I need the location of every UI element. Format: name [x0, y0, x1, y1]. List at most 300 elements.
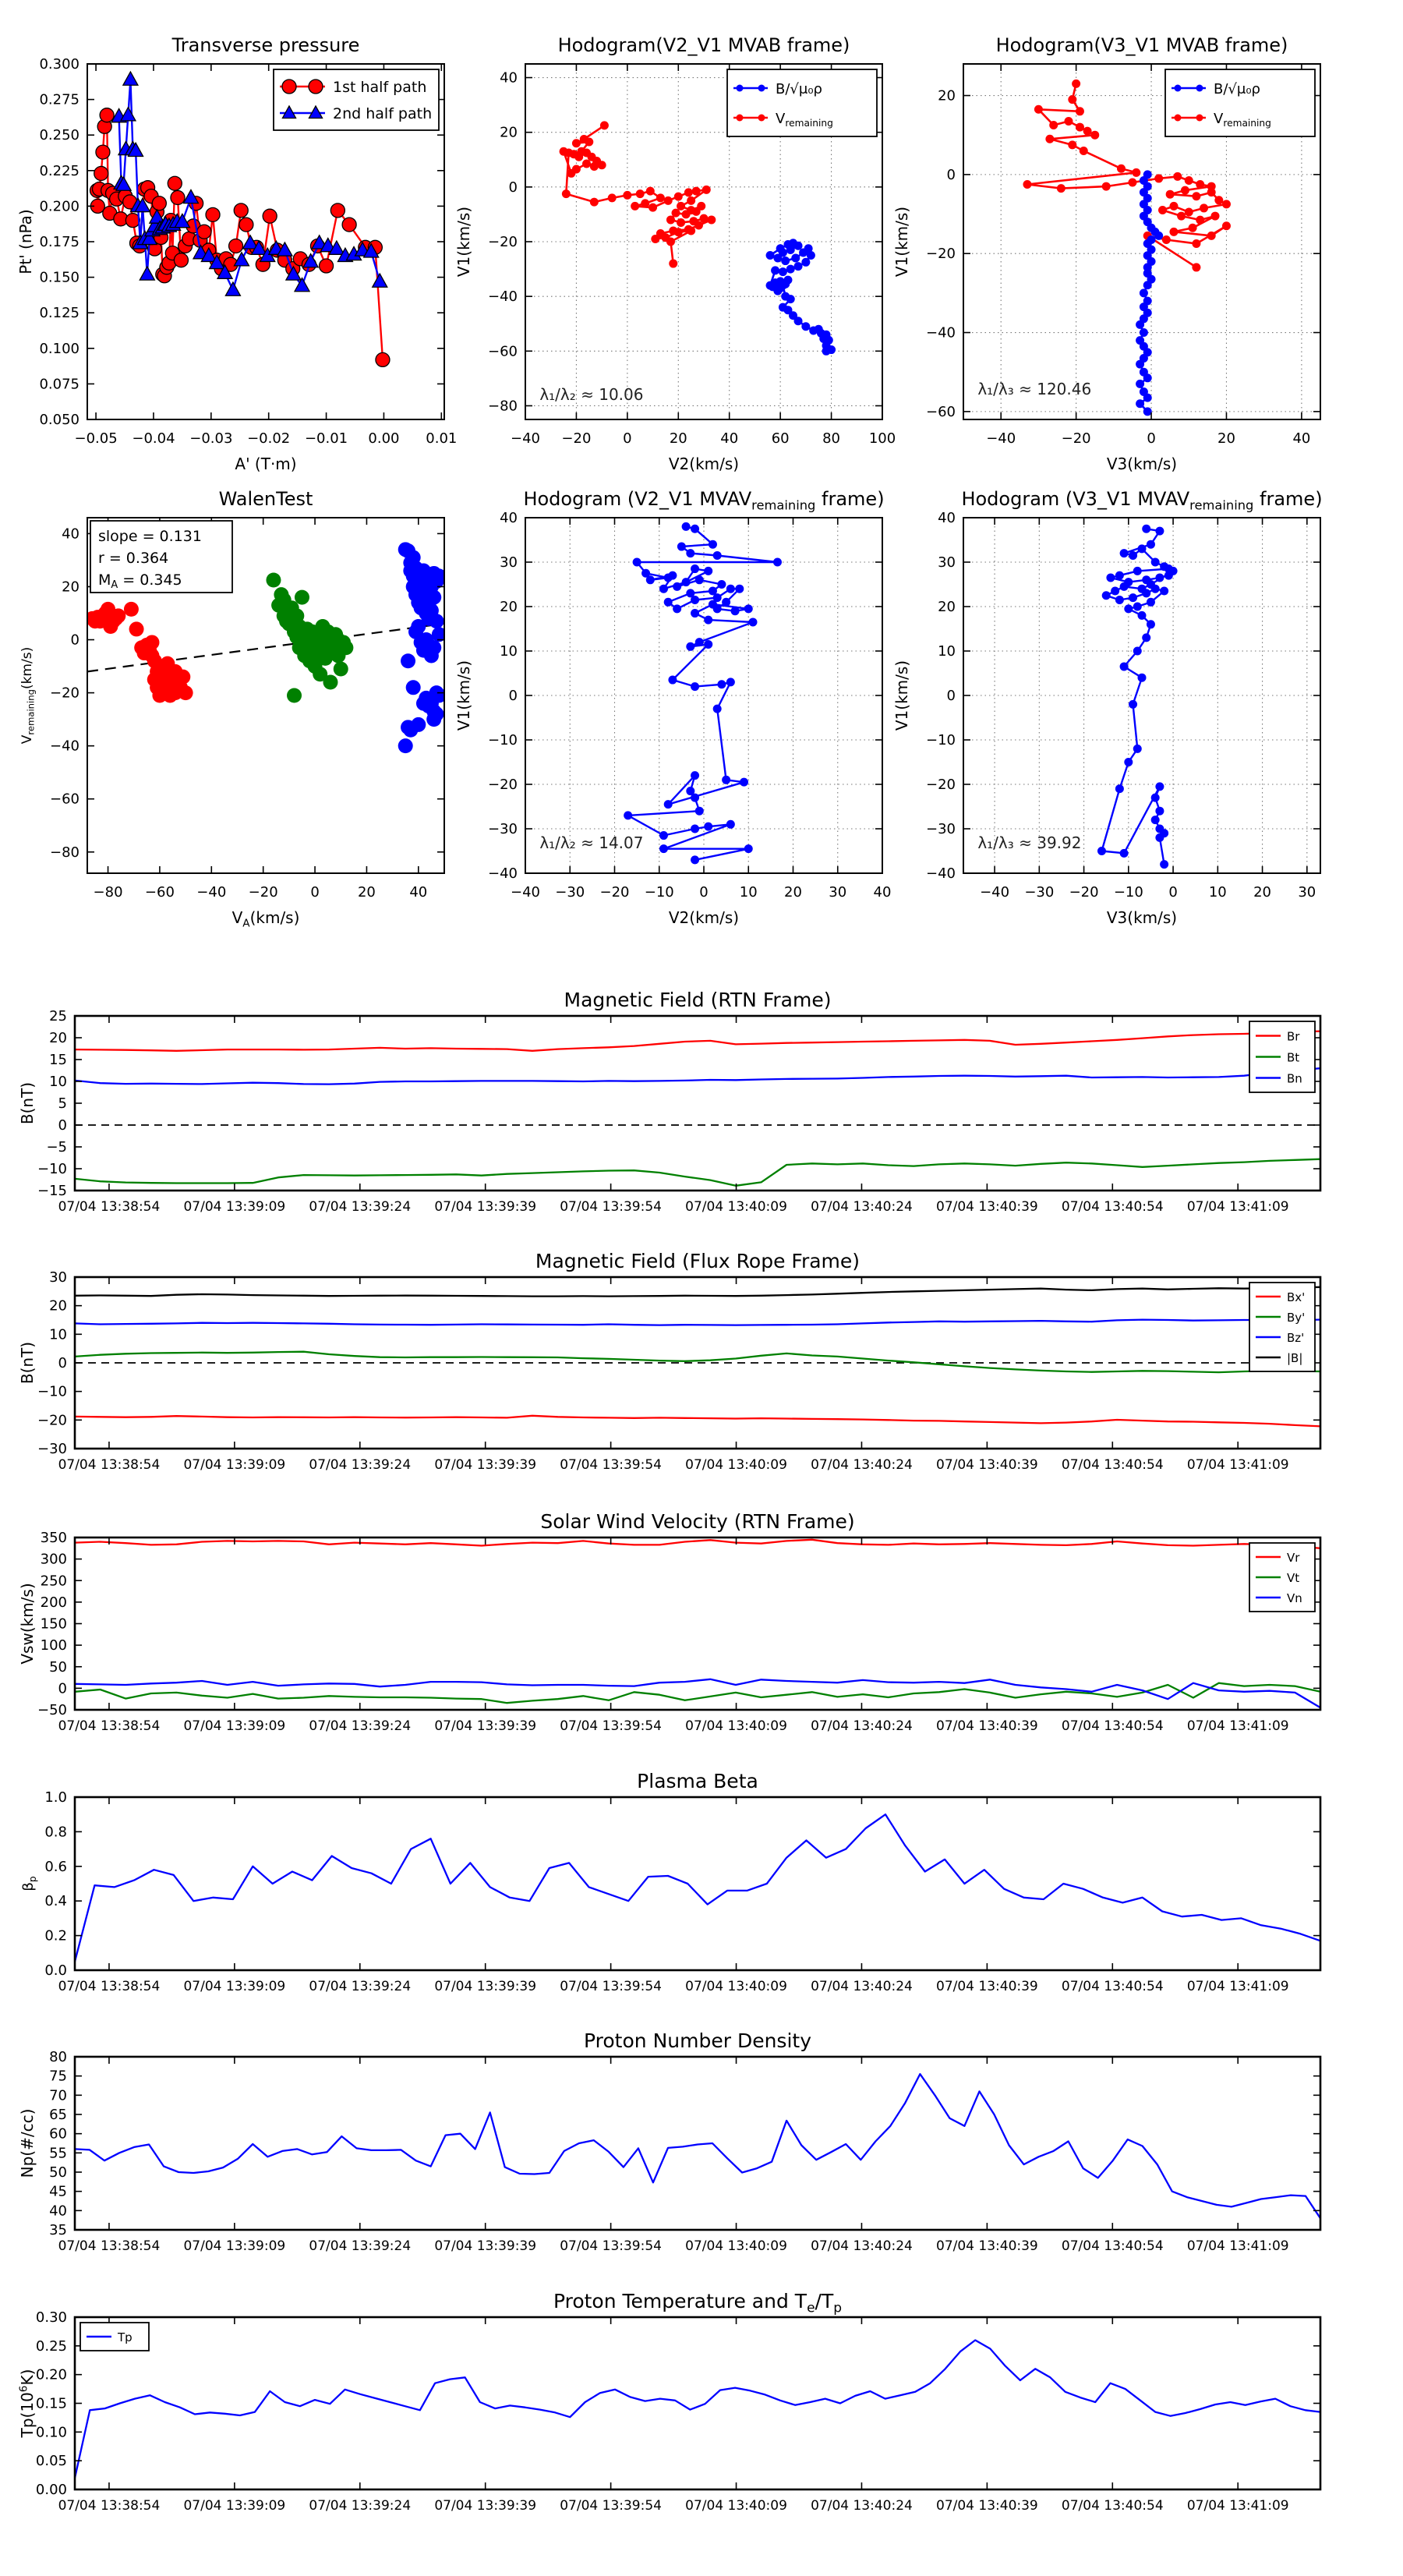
chart-title: Magnetic Field (Flux Rope Frame)	[535, 1250, 861, 1272]
stats-line: r = 0.364	[98, 550, 169, 567]
chart-mag-fluxrope	[18, 1250, 1320, 1473]
y-tick-label: 30	[938, 554, 956, 571]
point-marker	[564, 149, 573, 157]
point-marker	[1138, 674, 1147, 682]
point-marker	[726, 820, 735, 829]
y-tick-label: 45	[49, 2183, 67, 2200]
series-|B|	[75, 1287, 1320, 1297]
triangle-marker	[123, 72, 138, 85]
point-marker	[1129, 551, 1137, 560]
x-tick-label: 07/04 13:39:09	[183, 2238, 286, 2254]
legend-label: Br	[1287, 1029, 1300, 1044]
point-marker	[674, 228, 683, 236]
y-tick-label: 0	[946, 166, 956, 183]
point-marker	[1222, 200, 1231, 208]
point-marker	[590, 198, 599, 207]
chart-title: Proton Number Density	[584, 2029, 811, 2052]
point-marker	[1136, 360, 1144, 369]
point-marker	[1147, 540, 1155, 549]
y-tick-label: −60	[50, 791, 80, 808]
y-tick-label: −10	[37, 1383, 67, 1400]
y-tick-label: 30	[49, 1269, 67, 1286]
point-marker	[401, 653, 415, 668]
x-tick-label: 20	[784, 884, 802, 901]
point-marker	[1158, 206, 1167, 214]
chart-proton-density	[18, 2029, 1320, 2254]
point-marker	[111, 608, 125, 623]
point-marker	[726, 678, 735, 686]
y-tick-label: 65	[49, 2107, 67, 2123]
x-tick-label: 07/04 13:40:24	[811, 1199, 913, 1215]
x-tick-label: 07/04 13:38:54	[58, 1979, 161, 1994]
series-layer	[624, 522, 782, 865]
y-tick-label: −30	[488, 821, 518, 837]
chart-proton-temperature	[17, 2290, 1320, 2514]
y-tick-label: 50	[49, 2164, 67, 2181]
chart-mag-rtn	[18, 989, 1320, 1215]
legend-label: Bx'	[1287, 1290, 1306, 1304]
point-marker	[794, 262, 803, 271]
point-marker	[695, 807, 704, 816]
point-marker	[1133, 745, 1142, 753]
series-Bt	[75, 1159, 1320, 1186]
point-marker	[282, 80, 296, 94]
x-tick-label: 07/04 13:39:39	[434, 1718, 537, 1734]
point-marker	[1111, 587, 1119, 596]
point-marker	[737, 85, 744, 92]
x-tick-label: −20	[561, 430, 592, 447]
point-marker	[1143, 394, 1152, 402]
point-marker	[704, 616, 712, 625]
x-tick-label: 30	[1298, 884, 1316, 901]
point-marker	[152, 196, 166, 211]
y-tick-label: 20	[938, 599, 956, 615]
y-tick-label: −20	[37, 1412, 67, 1429]
point-marker	[1196, 180, 1204, 189]
x-tick-label: −20	[1069, 884, 1099, 901]
series-line	[75, 1320, 1320, 1325]
point-marker	[1196, 216, 1204, 225]
chart-title: Transverse pressure	[171, 34, 360, 56]
point-marker	[426, 640, 441, 655]
point-marker	[1115, 571, 1124, 580]
y-tick-label: 0	[508, 179, 518, 196]
point-marker	[1169, 228, 1178, 236]
point-marker	[807, 251, 815, 260]
y-tick-label: 0.125	[39, 305, 80, 322]
y-tick-label: −10	[926, 732, 956, 748]
point-marker	[330, 203, 345, 218]
point-marker	[691, 682, 699, 691]
x-tick-label: 07/04 13:39:39	[434, 2498, 537, 2514]
series-B-alfven	[766, 239, 836, 356]
point-marker	[666, 215, 675, 224]
point-marker	[773, 254, 782, 263]
point-marker	[1133, 603, 1142, 611]
y-tick-label: −80	[488, 398, 518, 415]
triangle-marker	[234, 253, 249, 266]
point-marker	[786, 246, 795, 254]
x-tick-label: 07/04 13:39:24	[309, 1718, 412, 1734]
point-marker	[707, 215, 716, 224]
point-marker	[1142, 633, 1150, 642]
x-tick-label: 07/04 13:40:39	[936, 1718, 1038, 1734]
point-marker	[684, 188, 693, 196]
y-tick-label: −40	[926, 865, 956, 882]
x-tick-label: −0.02	[247, 430, 291, 447]
point-marker	[646, 187, 655, 196]
point-marker	[794, 317, 803, 325]
x-tick-label: 07/04 13:40:54	[1061, 1457, 1164, 1473]
y-tick-label: 0	[508, 688, 518, 704]
legend-label: Vr	[1287, 1551, 1300, 1565]
point-marker	[309, 80, 323, 94]
x-tick-label: −10	[644, 884, 674, 901]
chart-velocity-rtn	[18, 1510, 1320, 1734]
y-axis-label: $Tp(10^6K)$	[17, 2369, 37, 2438]
x-tick-label: 07/04 13:40:24	[811, 2238, 913, 2254]
point-marker	[1160, 587, 1168, 596]
y-tick-label: 20	[500, 599, 518, 615]
point-marker	[704, 640, 712, 649]
point-marker	[1076, 123, 1084, 132]
x-tick-label: 07/04 13:39:09	[183, 1718, 286, 1734]
point-marker	[691, 609, 699, 617]
y-tick-label: −30	[37, 1441, 67, 1457]
y-tick-label: 0.150	[39, 269, 80, 286]
stats-line: $M_A = 0.345$	[98, 571, 182, 592]
x-tick-label: 10	[739, 884, 758, 901]
point-marker	[651, 235, 659, 243]
chart-title: Proton Temperature and $T_e/T_p$	[553, 2290, 843, 2316]
point-marker	[1207, 232, 1216, 240]
x-tick-label: 07/04 13:39:24	[309, 2238, 412, 2254]
axes-frame	[75, 2057, 1320, 2230]
x-tick-label: 07/04 13:40:24	[811, 1979, 913, 1994]
x-tick-label: 40	[1292, 430, 1311, 447]
y-axis-label: V1(km/s)	[892, 660, 911, 731]
point-marker	[737, 115, 744, 122]
y-tick-label: −20	[488, 777, 518, 793]
y-tick-label: 20	[938, 87, 956, 104]
point-marker	[1090, 131, 1099, 140]
series-line	[75, 1031, 1320, 1051]
point-marker	[1181, 186, 1189, 195]
point-marker	[144, 635, 159, 649]
y-axis-label: Pt' (nPa)	[16, 209, 35, 274]
x-tick-label: 07/04 13:39:39	[434, 1199, 537, 1215]
point-marker	[713, 705, 722, 713]
y-tick-label: 0.0	[44, 1962, 67, 1979]
x-tick-label: 07/04 13:40:24	[811, 2498, 913, 2514]
x-tick-label: 80	[822, 430, 841, 447]
y-tick-label: −40	[926, 324, 956, 341]
point-marker	[717, 580, 726, 589]
point-marker	[1207, 188, 1216, 196]
point-marker	[682, 578, 691, 586]
point-marker	[686, 642, 694, 651]
x-tick-label: 07/04 13:40:09	[685, 1718, 787, 1734]
legend-label: 1st half path	[333, 79, 427, 96]
point-marker	[704, 567, 712, 575]
point-marker	[1173, 172, 1182, 181]
y-tick-label: 10	[938, 643, 956, 660]
y-tick-label: −20	[488, 234, 518, 250]
x-axis-label: V2(km/s)	[668, 455, 740, 473]
point-marker	[674, 193, 683, 201]
point-marker	[263, 209, 277, 223]
x-tick-label: 07/04 13:39:39	[434, 1979, 537, 1994]
legend-label: Vn	[1287, 1591, 1302, 1605]
series-B-mvav	[624, 522, 782, 865]
triangle-marker	[373, 274, 387, 287]
series-Np	[75, 2074, 1320, 2218]
point-marker	[1023, 180, 1031, 189]
y-tick-label: 0.15	[35, 2395, 67, 2412]
point-marker	[1155, 782, 1164, 791]
point-marker	[94, 166, 108, 180]
series-layer	[1097, 525, 1178, 869]
x-tick-label: 0	[623, 430, 632, 447]
x-tick-label: −40	[511, 884, 540, 901]
point-marker	[713, 551, 722, 560]
point-marker	[1154, 174, 1163, 182]
point-marker	[771, 266, 779, 274]
chart-title: Hodogram (V2_V1 $MVAV_{remaining}$ frame)	[523, 488, 885, 513]
x-tick-label: −60	[144, 884, 175, 901]
y-tick-label: 0	[70, 632, 80, 649]
point-marker	[691, 596, 699, 604]
x-tick-label: 40	[720, 430, 739, 447]
chart-transverse-pressure	[16, 34, 457, 473]
x-tick-label: 20	[357, 884, 376, 901]
point-marker	[426, 712, 441, 727]
point-marker	[748, 617, 757, 626]
series-line	[75, 1352, 1320, 1372]
x-axis-label: V2(km/s)	[668, 908, 740, 927]
point-marker	[168, 176, 182, 190]
y-tick-label: 0.200	[39, 198, 80, 215]
point-marker	[1117, 165, 1126, 173]
x-tick-label: 07/04 13:39:09	[183, 1457, 286, 1473]
point-marker	[691, 771, 699, 780]
point-marker	[1214, 196, 1223, 204]
point-marker	[1133, 647, 1142, 656]
legend-label: 2nd half path	[333, 105, 433, 122]
legend	[1249, 1543, 1315, 1612]
point-marker	[641, 199, 649, 207]
x-tick-label: −10	[1113, 884, 1143, 901]
point-marker	[1120, 849, 1129, 858]
point-marker	[426, 590, 441, 605]
x-tick-label: 07/04 13:39:09	[183, 1199, 286, 1215]
point-marker	[695, 575, 704, 584]
point-marker	[1068, 95, 1076, 104]
y-tick-label: −40	[488, 865, 518, 882]
series-line	[75, 2074, 1320, 2218]
x-tick-label: −0.04	[132, 430, 175, 447]
x-tick-label: 07/04 13:41:09	[1186, 2498, 1289, 2514]
series-beta	[75, 1814, 1320, 1962]
point-marker	[801, 258, 810, 267]
point-marker	[1155, 573, 1164, 582]
x-tick-label: 07/04 13:40:54	[1061, 1718, 1164, 1734]
y-tick-label: 20	[500, 124, 518, 141]
x-axis-label: V3(km/s)	[1106, 908, 1178, 927]
y-tick-label: 0.250	[39, 127, 80, 144]
point-marker	[1189, 224, 1197, 232]
series-layer	[75, 1814, 1320, 1962]
y-tick-label: 70	[49, 2087, 67, 2104]
legend-label: $V_{remaining}$	[776, 111, 833, 129]
y-tick-label: 80	[49, 2049, 67, 2065]
point-marker	[1138, 611, 1147, 620]
y-tick-label: 0.20	[35, 2366, 67, 2383]
point-marker	[1064, 117, 1073, 126]
legend	[274, 69, 439, 130]
x-tick-label: 07/04 13:41:09	[1186, 1979, 1289, 1994]
y-tick-label: 5	[58, 1095, 67, 1112]
point-marker	[704, 823, 712, 831]
point-marker	[659, 844, 668, 853]
point-marker	[758, 115, 765, 122]
point-marker	[323, 674, 337, 689]
point-marker	[1169, 202, 1178, 211]
point-marker	[338, 640, 353, 655]
y-axis-label: Np(#/cc)	[18, 2108, 37, 2178]
point-marker	[1211, 212, 1220, 221]
x-tick-label: −40	[986, 430, 1016, 447]
point-marker	[96, 145, 110, 159]
point-marker	[585, 137, 593, 146]
x-tick-label: 30	[829, 884, 847, 901]
x-tick-label: 0	[1147, 430, 1156, 447]
x-tick-label: 07/04 13:39:54	[560, 2238, 662, 2254]
x-tick-label: 07/04 13:39:54	[560, 1979, 662, 1994]
point-marker	[406, 680, 421, 695]
point-marker	[239, 218, 253, 232]
y-tick-label: 0.2	[44, 1927, 67, 1944]
point-marker	[692, 207, 701, 216]
legend	[1249, 1283, 1315, 1371]
point-marker	[1102, 591, 1111, 600]
point-marker	[659, 831, 668, 840]
point-marker	[664, 196, 673, 205]
x-tick-label: 07/04 13:39:54	[560, 1457, 662, 1473]
point-marker	[687, 226, 695, 235]
point-marker	[1169, 567, 1178, 575]
y-axis-label: V1(km/s)	[454, 206, 473, 278]
point-marker	[1143, 281, 1152, 289]
y-tick-label: 0.4	[44, 1893, 67, 1910]
y-tick-label: 0.175	[39, 234, 80, 250]
legend	[1249, 1021, 1315, 1092]
y-tick-label: 40	[49, 2203, 67, 2220]
point-marker	[1160, 860, 1168, 869]
point-marker	[691, 525, 699, 533]
point-marker	[668, 571, 677, 580]
y-axis-label: B(nT)	[18, 1341, 37, 1385]
point-marker	[1034, 105, 1043, 114]
y-tick-label: 20	[62, 579, 80, 596]
point-marker	[178, 685, 193, 700]
x-tick-label: 07/04 13:39:24	[309, 1199, 412, 1215]
point-marker	[411, 619, 426, 634]
x-tick-label: 07/04 13:40:09	[685, 1199, 787, 1215]
point-marker	[1222, 221, 1231, 230]
point-marker	[691, 825, 699, 833]
x-tick-label: 07/04 13:39:09	[183, 2498, 286, 2514]
annotation: λ₁/λ₂ ≈ 14.07	[539, 833, 644, 853]
y-tick-label: 0.25	[35, 2337, 67, 2355]
x-tick-label: 07/04 13:40:54	[1061, 1199, 1164, 1215]
x-tick-label: 0.01	[426, 430, 458, 447]
point-marker	[175, 670, 190, 685]
y-tick-label: −10	[37, 1161, 67, 1177]
x-tick-label: 07/04 13:40:09	[685, 2498, 787, 2514]
x-tick-label: 07/04 13:40:24	[811, 1718, 913, 1734]
series-layer	[75, 2074, 1320, 2218]
y-tick-label: 10	[500, 643, 518, 660]
y-tick-label: 0.00	[35, 2482, 67, 2498]
point-marker	[691, 855, 699, 864]
point-marker	[1151, 816, 1160, 824]
point-marker	[100, 108, 114, 122]
chart-title: Hodogram(V2_V1 MVAB frame)	[557, 34, 850, 56]
point-marker	[1083, 127, 1092, 136]
point-marker	[1192, 263, 1200, 271]
point-marker	[1177, 212, 1186, 221]
point-marker	[664, 800, 673, 809]
y-tick-label: 150	[40, 1615, 67, 1633]
point-marker	[197, 225, 211, 239]
y-tick-label: 55	[49, 2145, 67, 2162]
point-marker	[677, 218, 685, 227]
chart-title: Hodogram (V3_V1 $MVAV_{remaining}$ frame)	[961, 488, 1323, 513]
point-marker	[786, 295, 795, 303]
x-tick-label: 20	[1217, 430, 1235, 447]
x-tick-label: 07/04 13:39:39	[434, 1457, 537, 1473]
point-marker	[656, 193, 665, 202]
point-marker	[1129, 700, 1137, 709]
x-tick-label: 0.00	[368, 430, 400, 447]
point-marker	[598, 161, 606, 169]
point-marker	[376, 352, 390, 366]
legend-label: Bt	[1287, 1050, 1300, 1065]
point-marker	[669, 260, 677, 268]
point-marker	[1151, 585, 1160, 593]
x-tick-label: 07/04 13:38:54	[58, 2238, 161, 2254]
y-tick-label: 100	[40, 1637, 67, 1654]
point-marker	[1154, 232, 1163, 240]
x-tick-label: 40	[873, 884, 892, 901]
x-tick-label: 07/04 13:41:09	[1186, 1199, 1289, 1215]
point-marker	[342, 218, 356, 232]
chart-hodogram-v3v1-mvab	[892, 34, 1320, 473]
y-tick-label: 20	[49, 1297, 67, 1315]
legend-label: Bz'	[1287, 1331, 1305, 1345]
point-marker	[1138, 544, 1147, 553]
legend-label: |B|	[1287, 1351, 1303, 1365]
series-line	[75, 2341, 1320, 2479]
series-B-mvav	[1097, 525, 1178, 869]
y-tick-label: 35	[49, 2222, 67, 2238]
point-marker	[1155, 527, 1164, 536]
y-tick-label: 0.300	[39, 56, 80, 73]
point-marker	[1132, 168, 1140, 177]
point-marker	[677, 543, 686, 551]
y-tick-label: 40	[500, 69, 518, 87]
